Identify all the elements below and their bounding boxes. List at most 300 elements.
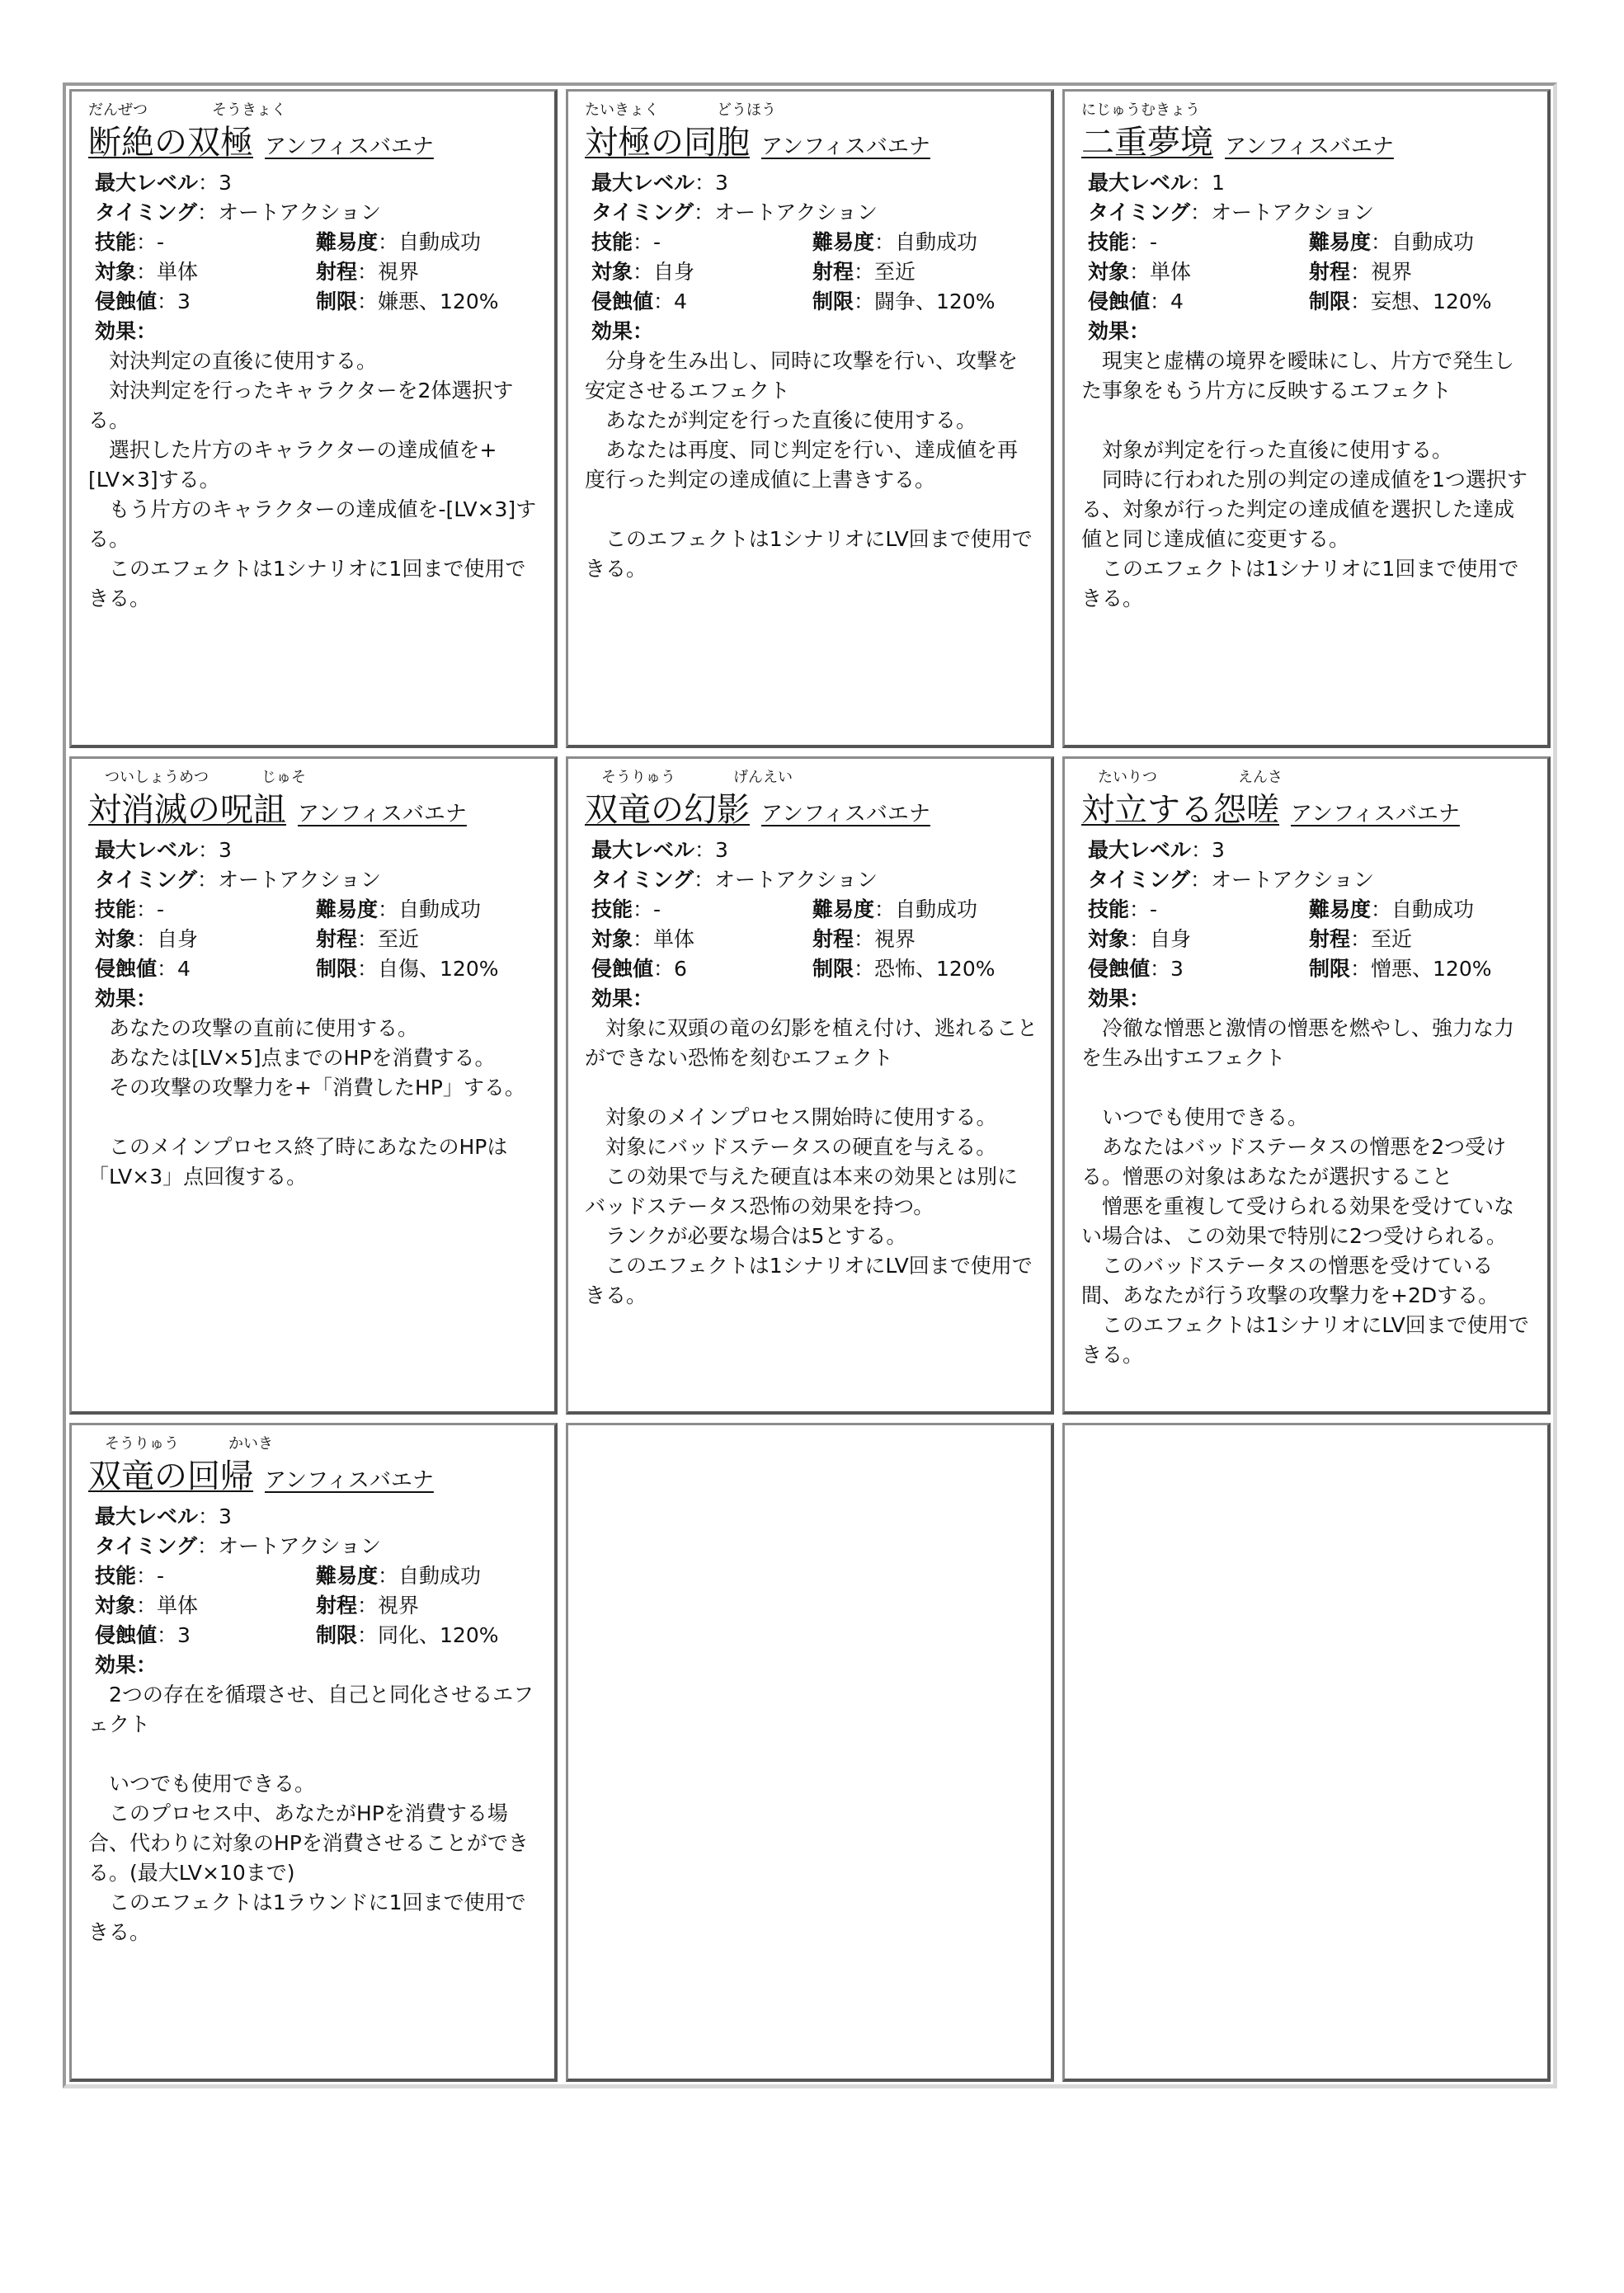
label-max-level: 最大レベル — [591, 171, 695, 195]
value-timing: オートアクション — [1211, 867, 1375, 892]
label-target: 対象 — [591, 260, 633, 284]
effect-title — [585, 784, 750, 831]
syndrome-name: アンフィスバエナ — [298, 801, 467, 826]
effect-paragraph: このエフェクトは1シナリオに1回まで使用できる。 — [1081, 557, 1519, 610]
label-limit: 制限 — [1309, 956, 1351, 981]
syndrome-name: アンフィスバエナ — [265, 1468, 434, 1494]
colon: ： — [874, 230, 896, 254]
label-range: 射程 — [1309, 926, 1351, 951]
effect-paragraph: 2つの存在を循環させ、自己と同化させるエフェクト — [88, 1683, 534, 1737]
value-target: 自身 — [653, 260, 695, 284]
label-erosion: 侵蝕値 — [95, 956, 158, 981]
title-part-2: 双極 — [187, 124, 253, 162]
colon: ： — [1350, 290, 1372, 313]
colon: ： — [378, 230, 399, 254]
stats-block — [88, 836, 541, 984]
label-max-level: 最大レベル — [1088, 837, 1192, 862]
stat-timing — [591, 198, 1038, 228]
effect-paragraph: ランクが必要な場合は5とする。 — [585, 1223, 907, 1248]
effect-paragraph: このエフェクトは1シナリオにLV回まで使用できる。 — [585, 527, 1033, 581]
blank-line — [88, 1740, 541, 1769]
label-skill: 技能 — [1088, 230, 1130, 254]
colon: ： — [197, 867, 219, 892]
colon: ： — [1350, 260, 1372, 284]
value-target: 単体 — [157, 260, 199, 284]
effect-paragraph: あなたはバッドステータスの憎悪を2つ受ける。憎悪の対象はあなたが選択すること — [1081, 1134, 1507, 1189]
stat-erosion-limit — [95, 1621, 541, 1650]
label-timing: タイミング — [95, 867, 198, 892]
effect-title — [585, 116, 750, 163]
colon: ： — [157, 1623, 178, 1648]
effect-paragraph: あなたが判定を行った直後に使用する。 — [585, 408, 977, 432]
label-timing: タイミング — [95, 200, 198, 224]
reading-2: かいき — [228, 1435, 273, 1453]
colon: ： — [633, 230, 654, 254]
value-skill: - — [157, 230, 165, 254]
effect-text — [88, 1014, 541, 1192]
effect-paragraph: このエフェクトは1ラウンドに1回まで使用できる。 — [88, 1890, 526, 1945]
colon: ： — [1129, 260, 1151, 284]
colon: ： — [1371, 897, 1392, 921]
colon: ： — [694, 200, 715, 224]
label-limit: 制限 — [812, 956, 854, 981]
colon: ： — [136, 926, 158, 951]
label-skill: 技能 — [95, 897, 137, 921]
effect-paragraph: 同時に行われた別の判定の達成値を1つ選択する、対象が行った判定の達成値を選択した達成値と同じ達成値に変更する。 — [1081, 468, 1528, 551]
title-part-1: 対極 — [585, 124, 651, 162]
value-timing: オートアクション — [714, 200, 878, 224]
label-limit: 制限 — [1309, 290, 1351, 313]
stat-erosion-limit — [95, 287, 541, 317]
stat-skill-difficulty — [591, 895, 1038, 925]
reading-2: じゅそ — [261, 768, 306, 786]
colon: ： — [136, 897, 158, 921]
label-limit: 制限 — [316, 1623, 358, 1648]
effect-paragraph: このプロセス中、あなたがHPを消費する場合、代わりに対象のHPを消費させることができる。(最大LV×10まで) — [88, 1801, 529, 1886]
colon: ： — [136, 230, 158, 254]
effect-paragraph: 対象に双頭の竜の幻影を植え付け、逃れることができない恐怖を刻むエフェクト — [585, 1015, 1038, 1070]
colon: ： — [874, 897, 896, 921]
stat-skill-difficulty — [1088, 895, 1534, 925]
effect-paragraph: いつでも使用できる。 — [88, 1772, 316, 1796]
effect-text — [585, 346, 1038, 584]
colon: ： — [378, 897, 399, 921]
colon: ： — [136, 1564, 158, 1589]
effect-label: 効果： — [591, 319, 654, 343]
label-range: 射程 — [812, 926, 854, 951]
value-max-level: 3 — [715, 171, 728, 195]
effect-paragraph: このメインプロセス終了時にあなたのHPは「LV×3」点回復する。 — [88, 1134, 508, 1189]
label-target: 対象 — [95, 926, 137, 951]
stat-target-range — [95, 925, 541, 954]
title-reading — [1081, 98, 1534, 118]
effect-paragraph: 対象のメインプロセス開始時に使用する。 — [585, 1104, 997, 1129]
value-range: 至近 — [1371, 926, 1413, 951]
title-reading — [88, 98, 541, 118]
stat-skill-difficulty — [95, 895, 541, 925]
effect-card — [566, 756, 1054, 1415]
colon: ： — [1350, 956, 1372, 981]
stats-block — [88, 1502, 541, 1650]
label-limit: 制限 — [812, 290, 854, 313]
title-part-2: 怨嗟 — [1213, 790, 1279, 829]
effect-card — [566, 89, 1054, 748]
effect-paragraph: 冷徹な憎悪と激情の憎悪を燃やし、強力な力を生み出すエフェクト — [1081, 1015, 1515, 1070]
value-max-level: 3 — [219, 171, 232, 195]
value-skill: - — [653, 897, 661, 921]
colon: ： — [136, 260, 158, 284]
value-erosion: 3 — [177, 1623, 191, 1648]
effect-card — [69, 756, 558, 1415]
label-max-level: 最大レベル — [95, 837, 199, 862]
reading-2: げんえい — [733, 768, 793, 786]
colon: ： — [854, 260, 875, 284]
value-max-level: 3 — [1212, 837, 1225, 862]
effect-text — [585, 1014, 1038, 1311]
effect-sheet — [63, 82, 1557, 2088]
card-grid — [69, 89, 1551, 2082]
title-part-2: の回帰 — [154, 1457, 253, 1496]
syndrome-name: アンフィスバエナ — [265, 134, 434, 159]
value-difficulty: 自動成功 — [398, 1564, 482, 1589]
blank-line — [585, 495, 1038, 525]
colon: ： — [1129, 230, 1151, 254]
label-skill: 技能 — [1088, 897, 1130, 921]
value-target: 単体 — [653, 926, 695, 951]
title-part-2: の呪詛 — [187, 790, 286, 829]
value-limit: 妄想、120% — [1371, 290, 1492, 313]
label-erosion: 侵蝕値 — [1088, 290, 1151, 313]
stat-timing — [591, 865, 1038, 895]
stat-skill-difficulty — [95, 228, 541, 257]
stats-block — [585, 168, 1038, 317]
value-skill: - — [157, 897, 165, 921]
colon: ： — [198, 171, 219, 195]
stat-max-level — [1088, 836, 1534, 865]
effect-card — [1062, 89, 1551, 748]
value-target: 単体 — [1150, 260, 1192, 284]
value-limit: 同化、120% — [378, 1623, 499, 1648]
value-range: 視界 — [378, 260, 420, 284]
stat-erosion-limit — [591, 287, 1038, 317]
card-header — [88, 1450, 541, 1497]
label-limit: 制限 — [316, 956, 358, 981]
label-difficulty: 難易度 — [1309, 230, 1372, 254]
value-target: 自身 — [1150, 926, 1192, 951]
label-max-level: 最大レベル — [95, 1504, 199, 1529]
syndrome-name: アンフィスバエナ — [761, 134, 930, 159]
effect-paragraph: このバッドステータスの憎悪を受けている間、あなたが行う攻撃の攻撃力を+2Dする。 — [1081, 1253, 1499, 1307]
colon: ： — [198, 837, 219, 862]
colon: ： — [157, 956, 178, 981]
value-target: 単体 — [157, 1594, 199, 1618]
title-reading — [88, 765, 541, 785]
card-header — [88, 116, 541, 163]
label-difficulty: 難易度 — [316, 230, 379, 254]
effect-paragraph: 対決判定の直後に使用する。 — [88, 349, 378, 373]
label-timing: タイミング — [1088, 200, 1191, 224]
reading-2: どうほう — [717, 101, 776, 119]
colon: ： — [854, 926, 875, 951]
colon: ： — [653, 956, 675, 981]
stat-erosion-limit — [1088, 287, 1534, 317]
value-max-level: 3 — [715, 837, 728, 862]
card-header — [1081, 116, 1534, 163]
value-limit: 自傷、120% — [378, 956, 499, 981]
effect-title — [1081, 116, 1213, 163]
stats-block — [88, 168, 541, 317]
effect-paragraph: いつでも使用できる。 — [1081, 1104, 1309, 1129]
syndrome-name: アンフィスバエナ — [1225, 134, 1394, 159]
syndrome-name: アンフィスバエナ — [1291, 801, 1460, 826]
title-part-1: 双竜 — [585, 790, 651, 829]
label-range: 射程 — [1309, 260, 1351, 284]
label-target: 対象 — [1088, 926, 1130, 951]
stat-skill-difficulty — [95, 1561, 541, 1591]
colon: ： — [1191, 837, 1212, 862]
label-timing: タイミング — [1088, 867, 1191, 892]
label-erosion: 侵蝕値 — [591, 290, 654, 313]
effect-paragraph: 対決判定を行ったキャラクターを2体選択する。 — [88, 379, 514, 432]
value-skill: - — [1150, 897, 1158, 921]
label-difficulty: 難易度 — [812, 897, 875, 921]
colon: ： — [854, 956, 875, 981]
effect-paragraph: このエフェクトは1シナリオにLV回まで使用できる。 — [585, 1253, 1033, 1307]
stat-target-range — [95, 1591, 541, 1621]
effect-title — [88, 116, 253, 163]
colon: ： — [357, 1594, 379, 1618]
value-max-level: 3 — [219, 837, 232, 862]
stat-max-level — [1088, 168, 1534, 198]
label-range: 射程 — [316, 260, 358, 284]
reading-1: だんぜつ — [88, 101, 148, 119]
stat-erosion-limit — [1088, 954, 1534, 984]
effect-paragraph: あなたの攻撃の直前に使用する。 — [88, 1015, 419, 1040]
value-erosion: 3 — [177, 290, 191, 313]
effect-card — [69, 89, 558, 748]
effect-paragraph: あなたは[LV×5]点までのHPを消費する。 — [88, 1045, 496, 1070]
value-difficulty: 自動成功 — [398, 230, 482, 254]
title-part-1: 対立する — [1081, 790, 1213, 829]
value-erosion: 6 — [674, 956, 687, 981]
label-target: 対象 — [95, 260, 137, 284]
label-max-level: 最大レベル — [95, 171, 199, 195]
label-max-level: 最大レベル — [591, 837, 695, 862]
effect-label: 効果： — [95, 986, 158, 1010]
stats-block — [585, 836, 1038, 984]
colon: ： — [357, 1623, 379, 1648]
colon: ： — [157, 290, 178, 313]
colon: ： — [694, 171, 716, 195]
effect-paragraph: この効果で与えた硬直は本来の効果とは別にバッドステータス恐怖の効果を持つ。 — [585, 1164, 1019, 1218]
blank-line — [1081, 1073, 1534, 1103]
stat-target-range — [1088, 257, 1534, 287]
value-limit: 憎悪、120% — [1371, 956, 1492, 981]
effect-text — [88, 1680, 541, 1947]
label-skill: 技能 — [591, 897, 633, 921]
stats-block — [1081, 168, 1534, 317]
title-part-1: 二重夢境 — [1081, 124, 1213, 162]
colon: ： — [1191, 171, 1212, 195]
colon: ： — [357, 260, 379, 284]
blank-line — [585, 1073, 1038, 1103]
reading-1: そうりゅう — [105, 1435, 179, 1453]
reading-2: えんさ — [1238, 768, 1283, 786]
effect-paragraph: 対象にバッドステータスの硬直を与える。 — [585, 1134, 997, 1159]
value-timing: オートアクション — [1211, 200, 1375, 224]
label-timing: タイミング — [591, 867, 694, 892]
effect-paragraph: 憎悪を重複して受けられる効果を受けていない場合は、この効果で特別に2つ受けられる。 — [1081, 1194, 1515, 1248]
colon: ： — [1350, 926, 1372, 951]
effect-card — [69, 1423, 558, 2082]
label-skill: 技能 — [95, 230, 137, 254]
label-difficulty: 難易度 — [316, 897, 379, 921]
card-header — [1081, 784, 1534, 831]
value-erosion: 4 — [674, 290, 687, 313]
title-part-2: の幻影 — [651, 790, 750, 829]
value-skill: - — [1150, 230, 1158, 254]
value-range: 視界 — [874, 926, 916, 951]
value-range: 視界 — [378, 1594, 420, 1618]
stat-max-level — [591, 836, 1038, 865]
effect-text — [1081, 1014, 1534, 1370]
stat-max-level — [95, 168, 541, 198]
effect-title — [88, 1450, 253, 1497]
stat-skill-difficulty — [1088, 228, 1534, 257]
effect-paragraph: あなたは再度、同じ判定を行い、達成値を再度行った判定の達成値に上書きする。 — [585, 438, 1019, 492]
reading-1: たいりつ — [1098, 768, 1157, 786]
label-skill: 技能 — [95, 1564, 137, 1589]
colon: ： — [357, 956, 379, 981]
title-reading — [585, 765, 1038, 785]
effect-paragraph: もう片方のキャラクターの達成値を-[LV×3]する。 — [88, 497, 537, 551]
empty-card — [1062, 1423, 1551, 2082]
effect-title — [88, 784, 286, 831]
label-range: 射程 — [316, 926, 358, 951]
label-target: 対象 — [591, 926, 633, 951]
colon: ： — [378, 1564, 399, 1589]
value-timing: オートアクション — [218, 867, 382, 892]
value-timing: オートアクション — [218, 200, 382, 224]
colon: ： — [633, 926, 654, 951]
stat-erosion-limit — [591, 954, 1038, 984]
label-range: 射程 — [812, 260, 854, 284]
stat-max-level — [95, 1502, 541, 1532]
label-max-level: 最大レベル — [1088, 171, 1192, 195]
card-header — [88, 784, 541, 831]
effect-card — [1062, 756, 1551, 1415]
stat-erosion-limit — [95, 954, 541, 984]
colon: ： — [1150, 290, 1171, 313]
label-erosion: 侵蝕値 — [95, 1623, 158, 1648]
value-range: 至近 — [378, 926, 420, 951]
effect-paragraph: 現実と虚構の境界を曖昧にし、片方で発生した事象をもう片方に反映するエフェクト — [1081, 349, 1515, 403]
label-timing: タイミング — [95, 1534, 198, 1559]
title-part-2: の同胞 — [651, 124, 750, 162]
effect-text — [88, 346, 541, 614]
value-timing: オートアクション — [714, 867, 878, 892]
colon: ： — [694, 837, 716, 862]
colon: ： — [1190, 200, 1212, 224]
colon: ： — [198, 1504, 219, 1529]
reading-2: そうきょく — [212, 101, 286, 119]
effect-text — [1081, 346, 1534, 614]
empty-card — [566, 1423, 1054, 2082]
stat-timing — [95, 865, 541, 895]
colon: ： — [1190, 867, 1212, 892]
value-skill: - — [157, 1564, 165, 1589]
label-difficulty: 難易度 — [1309, 897, 1372, 921]
value-timing: オートアクション — [218, 1534, 382, 1559]
value-difficulty: 自動成功 — [1391, 897, 1475, 921]
label-range: 射程 — [316, 1594, 358, 1618]
value-limit: 嫌悪、120% — [378, 290, 499, 313]
stat-target-range — [591, 925, 1038, 954]
label-limit: 制限 — [316, 290, 358, 313]
colon: ： — [1150, 956, 1171, 981]
title-reading — [1081, 765, 1534, 785]
label-target: 対象 — [95, 1594, 137, 1618]
stat-max-level — [591, 168, 1038, 198]
colon: ： — [694, 867, 715, 892]
title-reading — [88, 1432, 541, 1452]
value-skill: - — [653, 230, 661, 254]
effect-paragraph: 対象が判定を行った直後に使用する。 — [1081, 438, 1453, 462]
reading-1: たいきょく — [585, 101, 659, 119]
colon: ： — [1129, 897, 1151, 921]
label-target: 対象 — [1088, 260, 1130, 284]
value-max-level: 3 — [219, 1504, 232, 1529]
stat-timing — [1088, 198, 1534, 228]
blank-line — [88, 1103, 541, 1132]
value-max-level: 1 — [1212, 171, 1225, 195]
stat-skill-difficulty — [591, 228, 1038, 257]
reading-1: ついしょうめつ — [105, 768, 209, 786]
value-range: 至近 — [874, 260, 916, 284]
stat-timing — [95, 1532, 541, 1561]
syndrome-name: アンフィスバエナ — [761, 801, 930, 826]
colon: ： — [197, 1534, 219, 1559]
value-range: 視界 — [1371, 260, 1413, 284]
stat-timing — [1088, 865, 1534, 895]
colon: ： — [633, 897, 654, 921]
value-erosion: 4 — [177, 956, 191, 981]
value-limit: 闘争、120% — [874, 290, 996, 313]
reading-1: そうりゅう — [601, 768, 675, 786]
label-erosion: 侵蝕値 — [95, 290, 158, 313]
value-difficulty: 自動成功 — [1391, 230, 1475, 254]
stats-block — [1081, 836, 1534, 984]
value-difficulty: 自動成功 — [895, 897, 978, 921]
title-part-1: 断絶の — [88, 124, 187, 162]
title-reading — [585, 98, 1038, 118]
colon: ： — [653, 290, 675, 313]
effect-paragraph: このエフェクトは1シナリオに1回まで使用できる。 — [88, 557, 526, 610]
card-header — [585, 116, 1038, 163]
card-header — [585, 784, 1038, 831]
blank-line — [1081, 406, 1534, 436]
colon: ： — [1129, 926, 1151, 951]
value-difficulty: 自動成功 — [398, 897, 482, 921]
stat-target-range — [1088, 925, 1534, 954]
effect-paragraph: 選択した片方のキャラクターの達成値を+[LV×3]する。 — [88, 438, 497, 492]
label-difficulty: 難易度 — [812, 230, 875, 254]
title-part-1: 対消滅 — [88, 790, 187, 829]
effect-label: 効果： — [95, 319, 158, 343]
value-erosion: 3 — [1170, 956, 1184, 981]
effect-paragraph: 分身を生み出し、同時に攻撃を行い、攻撃を安定させるエフェクト — [585, 349, 1019, 403]
effect-paragraph: このエフェクトは1シナリオにLV回まで使用できる。 — [1081, 1312, 1529, 1367]
